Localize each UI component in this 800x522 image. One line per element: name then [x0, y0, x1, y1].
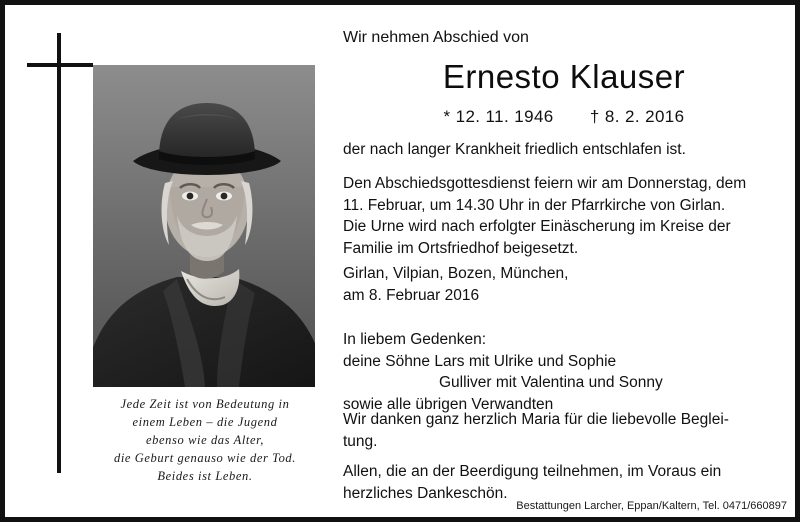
service-line-4: Familie im Ortsfriedhof beigesetzt. [343, 239, 579, 257]
memory-heading: In liebem Gedenken: [343, 331, 487, 348]
memory-second-son-line: Gulliver mit Valentina und Sonny [439, 374, 663, 391]
portrait-photo [93, 65, 315, 387]
thanks-block [343, 409, 793, 452]
memory-block [343, 329, 793, 415]
cross-vertical-bar [57, 33, 61, 473]
memory-relatives-line: sowie alle übrigen Verwandten [343, 395, 554, 413]
birth-date: * 12. 11. 1946 [443, 107, 554, 126]
verse-line-5: Beides ist Leben. [157, 469, 253, 483]
thanks-line-1: Wir danken ganz herzlich Maria für die liebevolle Beglei- [343, 411, 729, 428]
left-column [5, 5, 323, 517]
page-title: Ernesto Klauser [442, 58, 686, 95]
service-line-1: Den Abschiedsgottesdienst feiern wir am Donnerstag, dem [343, 175, 747, 192]
life-dates [343, 107, 785, 127]
service-line-3: Die Urne wird nach erfolgter Einäscherung im Kreise der [343, 218, 731, 235]
memory-sons-line: deine Söhne Lars mit Ulrike und Sophie [343, 352, 617, 370]
invitation-block [343, 461, 793, 504]
intro-text: Wir nehmen Abschied von [343, 29, 529, 46]
service-details [343, 173, 793, 259]
invitation-line-2: herzliches Dankeschön. [343, 484, 508, 502]
verse-line-3: ebenso wie das Alter, [146, 433, 264, 447]
death-note-line: der nach langer Krankheit friedlich entschlafen ist. [343, 141, 686, 158]
verse-line-4: die Geburt genauso wie der Tod. [113, 451, 297, 465]
places-and-date [343, 263, 793, 306]
invitation-line-1: Allen, die an der Beerdigung teilnehmen, im Voraus ein [343, 463, 722, 480]
cross-horizontal-bar [27, 63, 93, 67]
right-column [335, 5, 793, 517]
verse-text [93, 395, 317, 485]
places-line: Girlan, Vilpian, Bozen, München, [343, 265, 569, 282]
funeral-home-credit: Bestattungen Larcher, Eppan/Kaltern, Tel. 0471/660897 [516, 500, 787, 512]
verse-line-1: Jede Zeit ist von Bedeutung in [120, 397, 290, 411]
death-note [343, 139, 793, 161]
verse-line-2: einem Leben – die Jugend [132, 415, 278, 429]
notice-date-line: am 8. Februar 2016 [343, 286, 480, 304]
thanks-line-2: tung. [343, 432, 378, 450]
cross-icon [27, 33, 93, 473]
death-date: † 8. 2. 2016 [589, 107, 685, 126]
service-line-2: 11. Februar, um 14.30 Uhr in der Pfarrkirche von Girlan. [343, 196, 726, 214]
